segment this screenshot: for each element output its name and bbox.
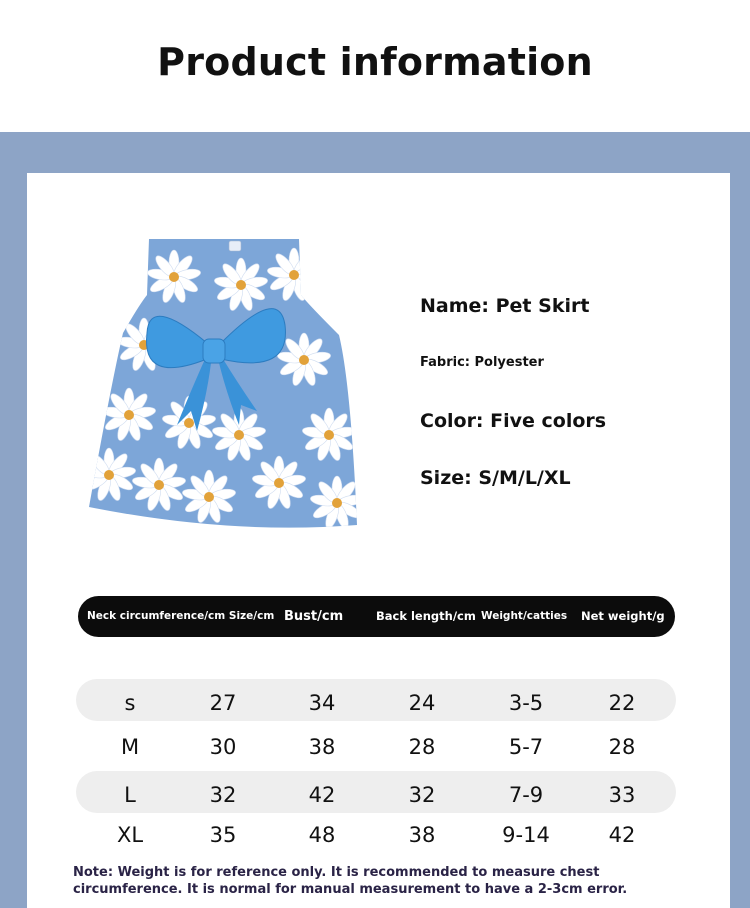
table-row (76, 679, 676, 721)
table-cell: 32 (408, 783, 436, 807)
product-card (27, 173, 730, 908)
table-cell: 22 (608, 691, 636, 715)
table-cell: 7-9 (508, 783, 544, 807)
size-table-header (78, 596, 675, 637)
table-cell: 35 (209, 823, 237, 847)
table-cell: 34 (308, 691, 336, 715)
header-back-length: Back length/cm (376, 609, 476, 623)
table-cell: 3-5 (508, 691, 544, 715)
table-cell: 32 (209, 783, 237, 807)
table-cell: 33 (608, 783, 636, 807)
spec-name: Name: Pet Skirt (420, 295, 590, 317)
table-cell: 42 (308, 783, 336, 807)
table-row (76, 771, 676, 813)
spec-fabric: Fabric: Polyester (420, 355, 544, 370)
table-cell: 30 (209, 735, 237, 759)
table-cell: 27 (209, 691, 237, 715)
table-cell: 9-14 (502, 823, 550, 847)
table-cell: XL (116, 823, 144, 847)
table-cell: 28 (408, 735, 436, 759)
header-weight: Weight/catties (481, 610, 568, 622)
spec-size: Size: S/M/L/XL (420, 467, 571, 489)
measurement-note: Note: Weight is for reference only. It is recommended to measure chest circumference. It is normal for manual measurement to have a 2-3cm error. (73, 865, 628, 897)
table-cell: 28 (608, 735, 636, 759)
table-cell: 38 (408, 823, 436, 847)
table-cell: L (124, 783, 136, 807)
table-cell: 38 (308, 735, 336, 759)
table-cell: s (124, 691, 136, 715)
table-cell: 24 (408, 691, 436, 715)
table-cell: 5-7 (508, 735, 544, 759)
table-row (76, 811, 676, 853)
table-cell: M (120, 735, 140, 759)
spec-color: Color: Five colors (420, 410, 607, 432)
header-neck-size: Neck circumference/cm Size/cm (87, 610, 275, 622)
table-cell: 48 (308, 823, 336, 847)
header-bust: Bust/cm (284, 609, 344, 624)
table-row (76, 723, 676, 765)
header-net-weight: Net weight/g (581, 609, 665, 623)
page-title: Product information (157, 40, 593, 84)
table-cell: 42 (608, 823, 636, 847)
pet-skirt-image (89, 235, 374, 535)
